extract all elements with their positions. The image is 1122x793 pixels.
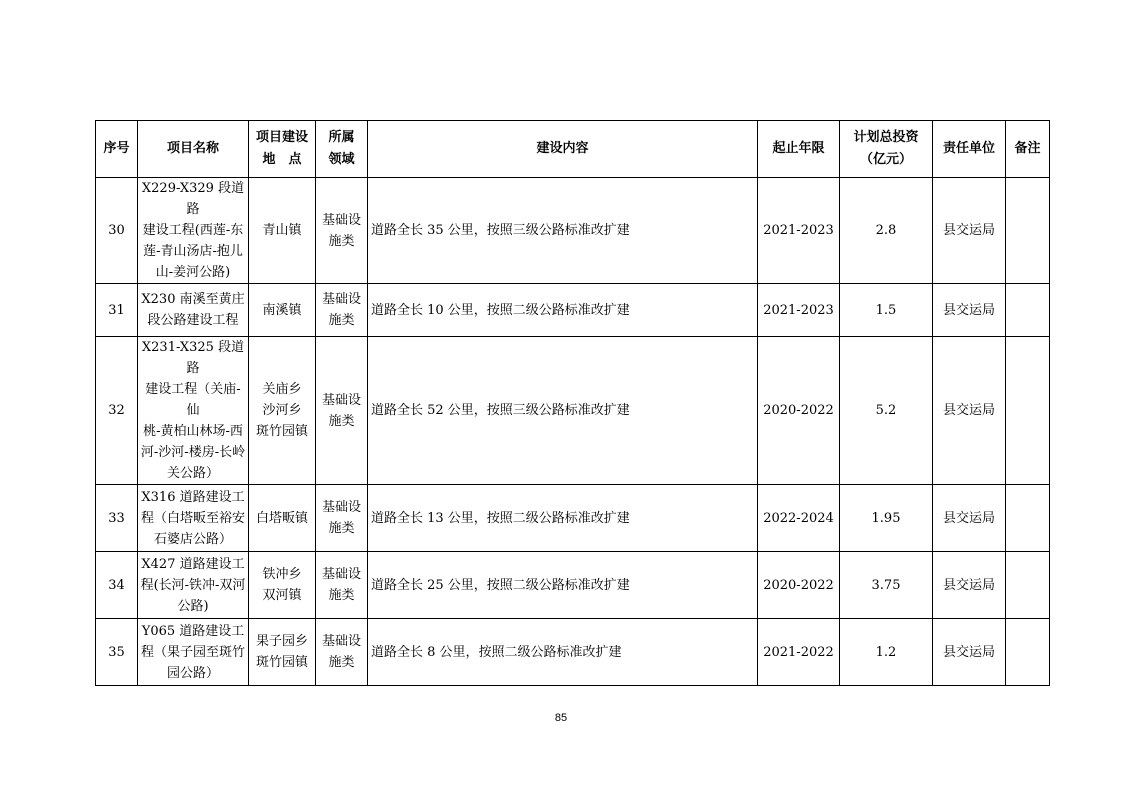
header-row — [96, 121, 1050, 178]
table-row — [96, 485, 1050, 552]
header-period: 起止年限 — [758, 121, 840, 178]
cell-category: 基础设 施类 — [316, 284, 368, 337]
cell-investment: 1.2 — [840, 619, 933, 686]
cell-seq: 32 — [96, 337, 138, 485]
cell-location: 白塔畈镇 — [249, 485, 316, 552]
cell-unit: 县交运局 — [933, 337, 1006, 485]
cell-location: 青山镇 — [249, 178, 316, 284]
cell-category: 基础设 施类 — [316, 337, 368, 485]
cell-name: X229-X329 段道路 建设工程(西莲-东 莲-青山汤店-抱儿 山-姜河公路) — [138, 178, 249, 284]
cell-location: 关庙乡 沙河乡 斑竹园镇 — [249, 337, 316, 485]
cell-remark — [1006, 619, 1050, 686]
header-location: 项目建设 地 点 — [249, 121, 316, 178]
header-category: 所属 领域 — [316, 121, 368, 178]
cell-content: 道路全长 8 公里，按照二级公路标准改扩建 — [368, 619, 758, 686]
cell-seq: 30 — [96, 178, 138, 284]
cell-period: 2020-2022 — [758, 337, 840, 485]
cell-investment: 1.95 — [840, 485, 933, 552]
cell-period: 2021-2023 — [758, 178, 840, 284]
cell-name: X316 道路建设工 程（白塔畈至裕安 石婆店公路） — [138, 485, 249, 552]
page-number: 85 — [554, 712, 568, 724]
cell-category: 基础设 施类 — [316, 619, 368, 686]
header-seq: 序号 — [96, 121, 138, 178]
cell-remark — [1006, 284, 1050, 337]
cell-unit: 县交运局 — [933, 552, 1006, 619]
table-row — [96, 337, 1050, 485]
cell-content: 道路全长 10 公里，按照二级公路标准改扩建 — [368, 284, 758, 337]
cell-investment: 5.2 — [840, 337, 933, 485]
cell-seq: 31 — [96, 284, 138, 337]
cell-unit: 县交运局 — [933, 619, 1006, 686]
cell-unit: 县交运局 — [933, 284, 1006, 337]
cell-investment: 3.75 — [840, 552, 933, 619]
cell-remark — [1006, 178, 1050, 284]
cell-category: 基础设 施类 — [316, 178, 368, 284]
cell-period: 2021-2022 — [758, 619, 840, 686]
cell-unit: 县交运局 — [933, 485, 1006, 552]
cell-period: 2022-2024 — [758, 485, 840, 552]
cell-seq: 35 — [96, 619, 138, 686]
cell-remark — [1006, 485, 1050, 552]
cell-content: 道路全长 52 公里，按照三级公路标准改扩建 — [368, 337, 758, 485]
table-row — [96, 178, 1050, 284]
cell-name: X230 南溪至黄庄 段公路建设工程 — [138, 284, 249, 337]
cell-period: 2020-2022 — [758, 552, 840, 619]
project-table — [95, 120, 1050, 686]
cell-remark — [1006, 552, 1050, 619]
header-unit: 责任单位 — [933, 121, 1006, 178]
cell-content: 道路全长 13 公里，按照二级公路标准改扩建 — [368, 485, 758, 552]
cell-name: X231-X325 段道路 建设工程（关庙-仙 桃-黄柏山林场-西 河-沙河-楼房-长岭 关公路） — [138, 337, 249, 485]
header-remark: 备注 — [1006, 121, 1050, 178]
cell-location: 南溪镇 — [249, 284, 316, 337]
cell-investment: 1.5 — [840, 284, 933, 337]
cell-content: 道路全长 25 公里，按照二级公路标准改扩建 — [368, 552, 758, 619]
table-row — [96, 552, 1050, 619]
cell-seq: 34 — [96, 552, 138, 619]
cell-location: 果子园乡 斑竹园镇 — [249, 619, 316, 686]
cell-content: 道路全长 35 公里，按照三级公路标准改扩建 — [368, 178, 758, 284]
cell-investment: 2.8 — [840, 178, 933, 284]
cell-name: Y065 道路建设工 程（果子园至斑竹 园公路） — [138, 619, 249, 686]
cell-category: 基础设 施类 — [316, 485, 368, 552]
table-row — [96, 619, 1050, 686]
header-content: 建设内容 — [368, 121, 758, 178]
cell-period: 2021-2023 — [758, 284, 840, 337]
cell-remark — [1006, 337, 1050, 485]
cell-category: 基础设 施类 — [316, 552, 368, 619]
cell-seq: 33 — [96, 485, 138, 552]
cell-unit: 县交运局 — [933, 178, 1006, 284]
header-investment: 计划总投资 （亿元） — [840, 121, 933, 178]
cell-location: 铁冲乡 双河镇 — [249, 552, 316, 619]
table-row — [96, 284, 1050, 337]
header-name: 项目名称 — [138, 121, 249, 178]
cell-name: X427 道路建设工 程(长河-铁冲-双河 公路) — [138, 552, 249, 619]
